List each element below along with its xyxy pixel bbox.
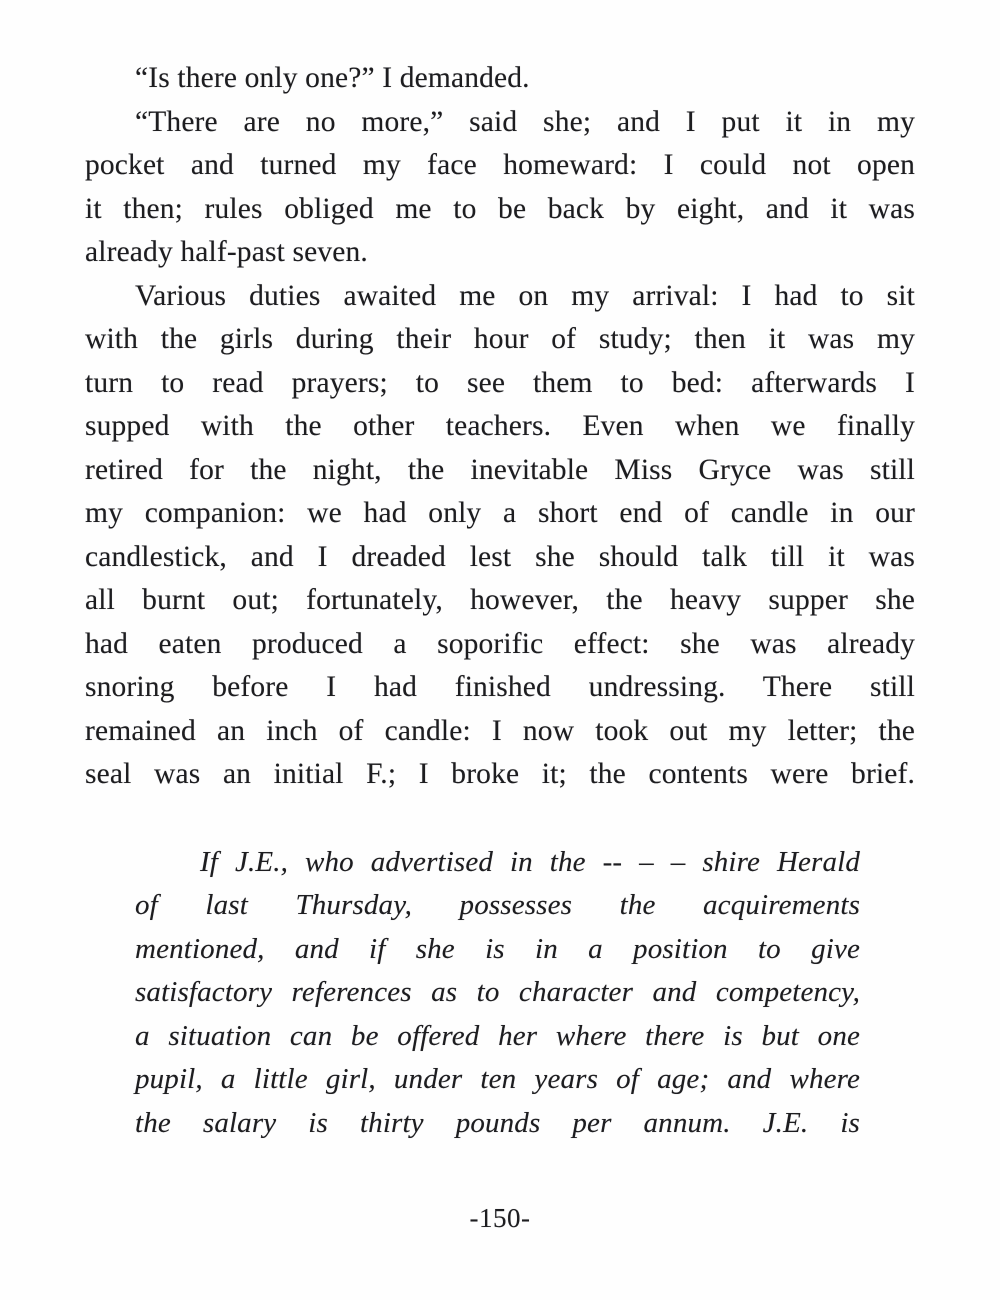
quote-line: a situation can be offered her where there is but one [135,1019,860,1052]
quote-line: pupil, a little girl, under ten years of age; and where [135,1063,860,1096]
quote-line: mentioned, and if she is in a position to give [135,932,860,965]
text-line: already half-past seven. [85,236,368,268]
text-line: snoring before I had finished undressing. There still [85,671,915,703]
text-line: candlestick, and I dreaded lest she should talk till it was [85,540,915,573]
text-line: with the girls during their hour of study; then it was my [85,323,915,355]
quote-line: If J.E., who advertised in the -- – – shire Herald [200,845,860,878]
text-line: it then; rules obliged me to be back by eight, and it was [85,192,915,225]
text-line: Various duties awaited me on my arrival: I had to sit [135,279,915,312]
quote-line: satisfactory references as to character and competency, [135,976,860,1009]
quote-line: the salary is thirty pounds per annum. J.E. is [135,1107,860,1140]
advertisement-quote [135,841,860,1146]
text-line: all burnt out; fortunately, however, the heavy supper she [85,584,915,616]
text-line: “Is there only one?” I demanded. [135,62,530,94]
text-line: pocket and turned my face homeward: I could not open [85,149,915,181]
text-line: my companion: we had only a short end of candle in our [85,497,915,529]
text-line: remained an inch of candle: I now took out my letter; the [85,714,915,747]
paragraph-2 [85,101,915,275]
text-line: “There are no more,” said she; and I put it in my [135,105,915,138]
text-line: turn to read prayers; to see them to bed: afterwards I [85,366,915,399]
paragraph-1 [85,57,915,101]
paragraph-3 [85,275,915,797]
quote-line: of last Thursday, possesses the acquirements [135,889,860,922]
text-line: seal was an initial F.; I broke it; the contents were brief. [85,758,915,790]
text-line: had eaten produced a soporific effect: she was already [85,627,915,660]
page-number: -150- [469,1203,531,1233]
text-line: retired for the night, the inevitable Miss Gryce was still [85,453,915,486]
text-line: supped with the other teachers. Even when we finally [85,410,915,442]
